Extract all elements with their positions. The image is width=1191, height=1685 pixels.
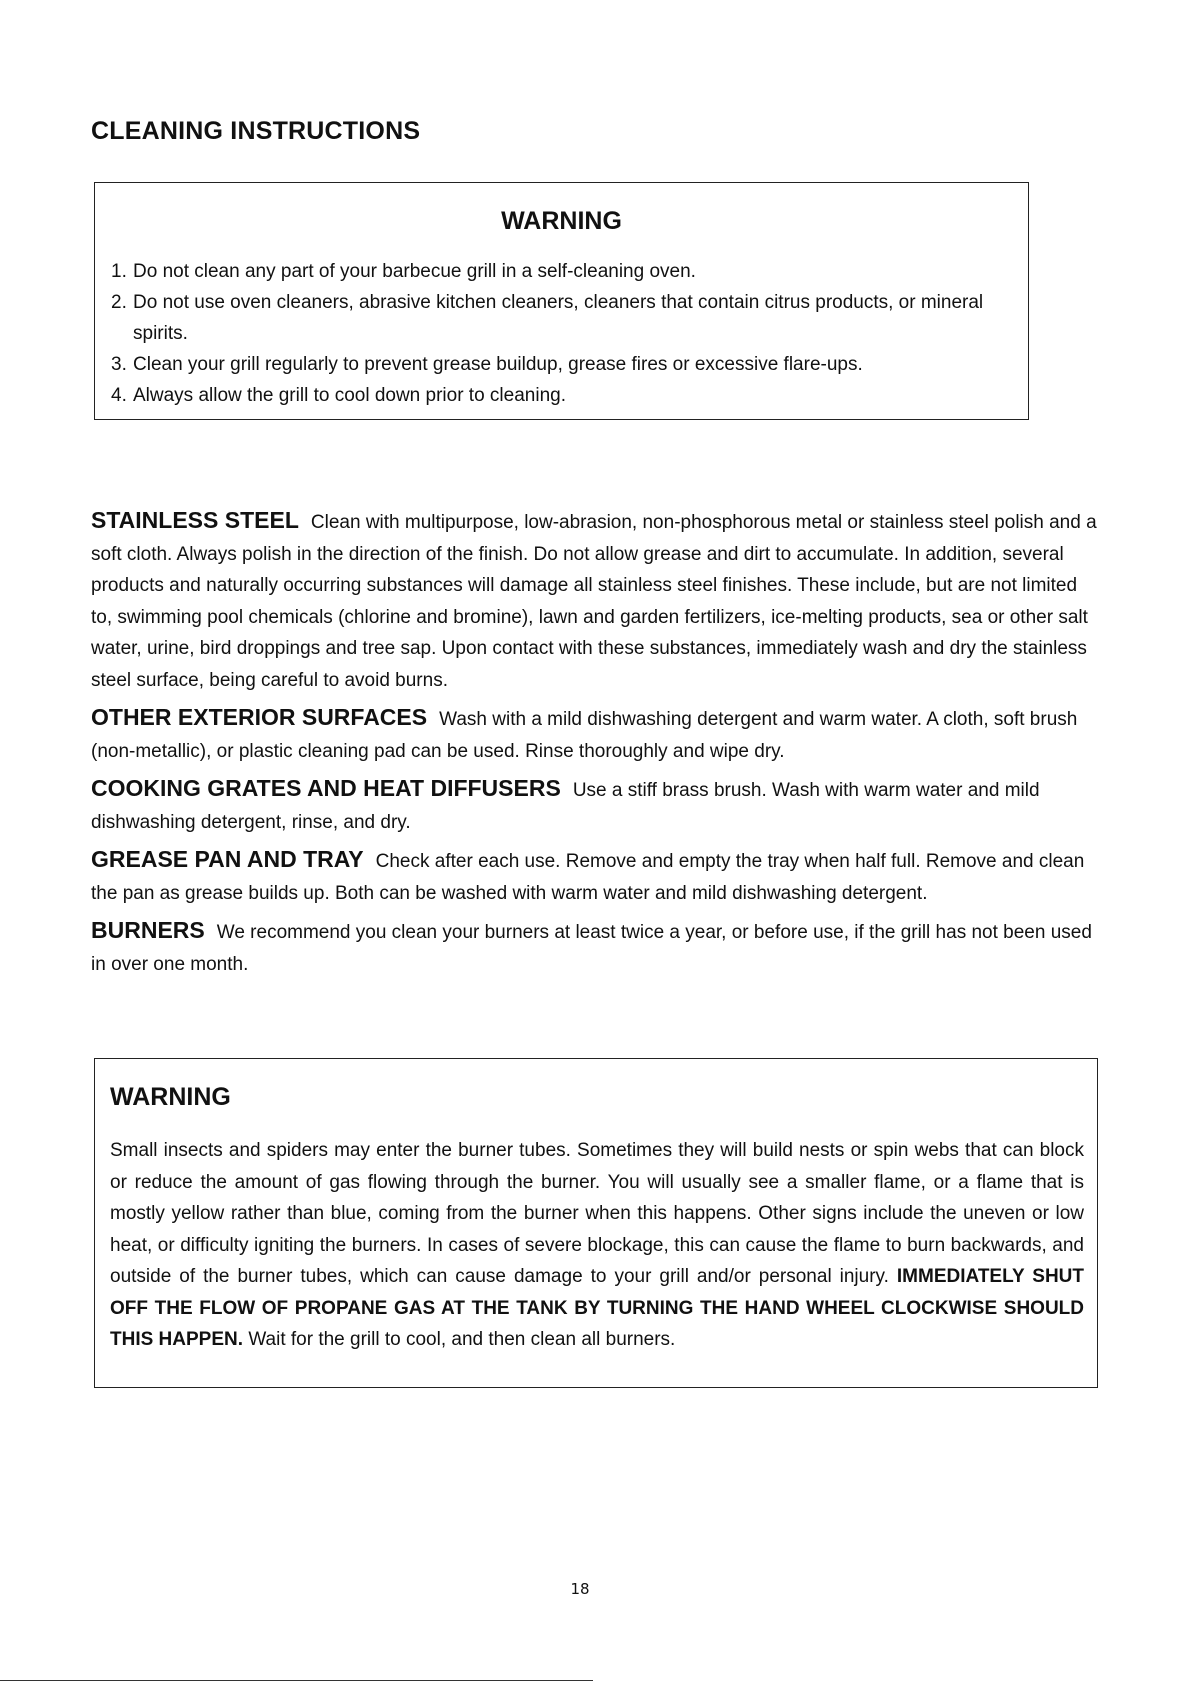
warning-item-number: 3.: [111, 354, 127, 375]
warning-item: [111, 380, 1014, 411]
section-text: Use a stiff brass brush. Wash with warm water and mild dishwashing detergent, rinse, and dry.: [91, 780, 1040, 833]
warning-box: [94, 182, 1029, 420]
section-cooking-grates: [91, 773, 1103, 838]
section-grease-pan: [91, 844, 1103, 909]
section-heading: COOKING GRATES AND HEAT DIFFUSERS: [91, 775, 561, 801]
warning-item-text: Do not clean any part of your barbecue grill in a self-cleaning oven.: [133, 261, 696, 282]
warning-item: [111, 349, 1014, 380]
section-burners: [91, 915, 1103, 980]
section-text: Wash with a mild dishwashing detergent and warm water. A cloth, soft brush (non-metallic), or plastic cleaning pad can be used. Rinse thoroughly and wipe dry.: [91, 709, 1078, 762]
warning-emphasis: IMMEDIATELY SHUT OFF THE FLOW OF PROPANE GAS AT THE TANK BY TURNING THE HAND WHEEL CLOCKWISE SHOULD THIS HAPPEN.: [110, 1266, 1084, 1350]
warning-item-number: 2.: [111, 292, 127, 313]
section-text: We recommend you clean your burners at least twice a year, or before use, if the grill has not been used in over one month.: [91, 922, 1092, 975]
page-title: CLEANING INSTRUCTIONS: [91, 117, 421, 145]
warning-item-text: Clean your grill regularly to prevent grease buildup, grease fires or excessive flare-ups.: [133, 354, 863, 375]
warning-item: [111, 256, 1014, 287]
section-heading: STAINLESS STEEL: [91, 507, 299, 533]
warning-text: Small insects and spiders may enter the burner tubes. Sometimes they will build nests or spin webs that can block or reduce the amount of gas flowing through the burner. You will usually see a smaller flame, or a flame that is mostly yellow rather than blue, coming from the burner when this happens. Other signs include the uneven or low heat, or difficulty igniting the burners. In cases of severe blockage, this can cause the flame to burn backwards, and outside of the burner tubes, which can cause damage to your grill and/or personal injury.: [110, 1140, 1084, 1287]
page-number: 18: [570, 1580, 590, 1598]
cleaning-sections: [91, 505, 1103, 986]
warning-item-number: 4.: [111, 385, 127, 406]
section-heading: BURNERS: [91, 917, 205, 943]
warning-title: WARNING: [501, 207, 622, 235]
warning-item-text: Do not use oven cleaners, abrasive kitchen cleaners, cleaners that contain citrus products, or mineral spirits.: [133, 292, 984, 344]
warning-title: WARNING: [110, 1083, 231, 1111]
warning-item-number: 1.: [111, 261, 127, 282]
section-text: Clean with multipurpose, low-abrasion, non-phosphorous metal or stainless steel polish and a soft cloth. Always polish in the direction of the finish. Do not allow grease and dirt to accumulate. In addition, several products and naturally occurring substances will damage all stainless steel finishes. These include, but are not limited to, swimming pool chemicals (chlorine and bromine), lawn and garden fertilizers, ice-melting products, sea or other salt water, urine, bird droppings and tree sap. Upon contact with these substances, immediately wash and dry the stainless steel surface, being careful to avoid burns.: [91, 512, 1097, 691]
warning-body: [110, 1135, 1084, 1356]
footer-divider: [0, 1680, 593, 1681]
warning-item: [111, 287, 1014, 349]
section-heading: GREASE PAN AND TRAY: [91, 846, 364, 872]
burner-warning-box: [94, 1058, 1098, 1388]
warning-text-after: Wait for the grill to cool, and then clean all burners.: [248, 1329, 676, 1350]
warning-item-text: Always allow the grill to cool down prior to cleaning.: [133, 385, 566, 406]
section-heading: OTHER EXTERIOR SURFACES: [91, 704, 428, 730]
section-other-exterior-surfaces: [91, 702, 1103, 767]
section-stainless-steel: [91, 505, 1103, 696]
warning-list: [111, 256, 1014, 411]
section-text: Check after each use. Remove and empty the tray when half full. Remove and clean the pan as grease builds up. Both can be washed with warm water and mild dishwashing detergent.: [91, 851, 1085, 904]
